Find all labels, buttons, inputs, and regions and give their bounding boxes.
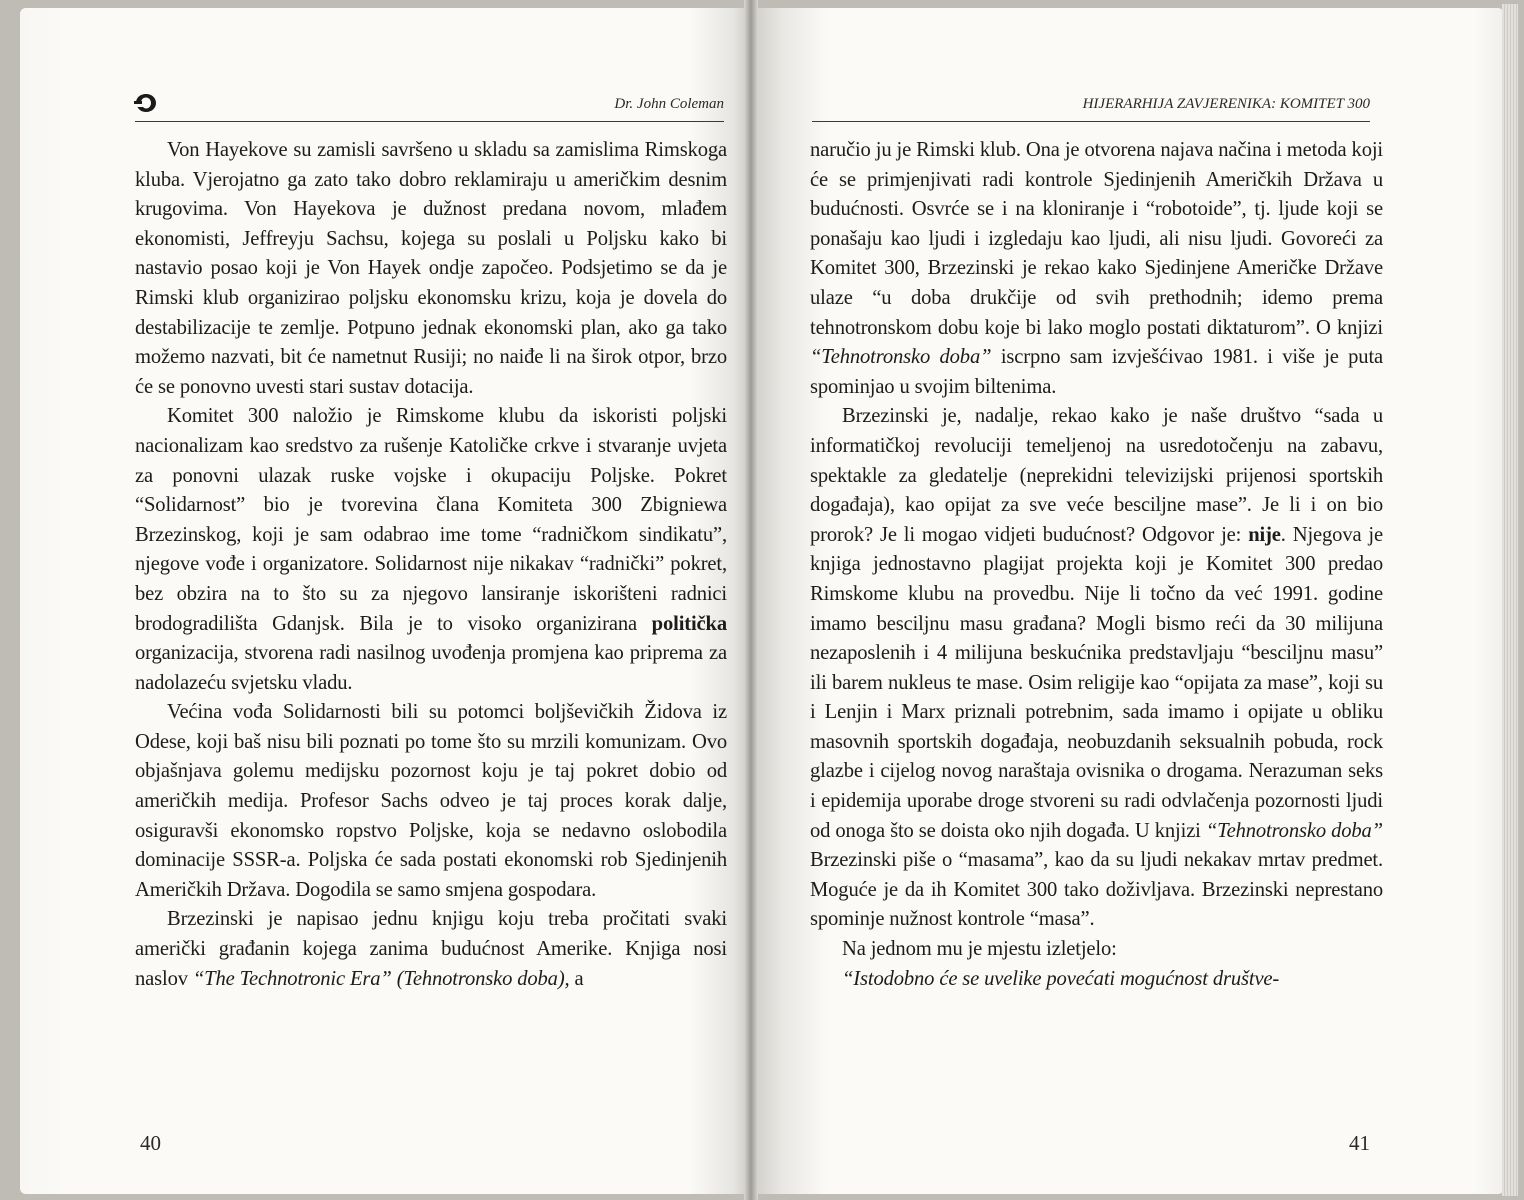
paragraph: Na jednom mu je mjestu izletjelo:	[842, 938, 1117, 961]
quote	[810, 965, 1383, 995]
paragraph-text: Brzezinski piše o “masama”, kao da su ljudi nekakav mrtav predmet. Moguće je da ih Komitet 300 tako doživljava. Brzezinski neprestano spominje nužnost kontrole “masa”.	[810, 849, 1383, 931]
page-edges	[1502, 4, 1518, 1196]
paragraph-text: Brzezinski je napisao jednu knjigu koju treba pročitati svaki američki građanin kojega zanima budućnost Amerike. Knjiga nosi naslov	[135, 908, 727, 990]
page-number: 41	[1349, 1131, 1370, 1155]
paragraph-text: a	[574, 967, 584, 990]
running-header: HIJERARHIJA ZAVJERENIKA: KOMITET 300	[1082, 96, 1370, 112]
bold-term: politička	[651, 612, 727, 635]
paragraph-text: Brzezinski je, nadalje, rekao kako je naše društvo “sada u informatičkoj revoluciji temeljenoj na usredotočenju na zabavu, spektakle za gledatelje (neprekidni televizijski prijenosi sportskih događaja), kao opijat za sve veće besciljne mase”. Je li i on bio prorok? Je li mogao vidjeti budućnost? Odgovor je:	[810, 405, 1383, 546]
page-shadow	[20, 8, 120, 1194]
book-gutter	[744, 0, 758, 1200]
paragraph-text: iscrpno sam izvješćivao 1981. i više je puta spominjao u svojim biltenima.	[810, 346, 1384, 398]
left-page	[20, 8, 748, 1194]
paragraph-text: Komitet 300 naložio je Rimskome klubu da iskoristi poljski nacionalizam kao sredstvo za rušenje Katoličke crkve i stvaranje uvjeta za ponovni ulazak ruske vojske i okupaciju Poljske. Pokret “Solidarnost” bio je tvorevina člana Komiteta 300 Zbigniewa Brzezinskog, koji je sam odabrao ime tome “radničkom sindikatu”, njegove vođe i organizatore. Solidarnost nije nikakav “radnički” pokret, bez obzira na to što su za njegovo lansiranje iskorišteni radnici brodogradilišta Gdanjsk. Bila je to visoko organizirana	[135, 405, 727, 635]
paragraph	[135, 402, 727, 698]
running-header: Dr. John Coleman	[614, 96, 724, 112]
paragraph: Većina vođa Solidarnosti bili su potomci boljševičkih Židova iz Odese, koji baš nisu bili poznati po tome što su mrzili komunizam. Ovo objašnjava golemu medijsku pozornost koju je taj pokret dobio od američkih medija. Profesor Sachs odveo je taj proces korak dalje, osiguravši ekonomsko ropstvo Poljske, koja se nedavno oslobodila dominacije SSSR-a. Poljska će sada postati ekonomski rob Sjedinjenih Američkih Država. Dogodila se samo smjena gospodara.	[135, 701, 727, 901]
header-rule	[135, 121, 724, 122]
paragraph	[810, 136, 1383, 402]
paragraph	[135, 905, 727, 994]
header-rule	[812, 121, 1370, 122]
paragraph	[810, 402, 1383, 935]
paragraph-text: naručio ju je Rimski klub. Ona je otvorena najava načina i metoda koji će se primjenjivati radi kontrole Sjedinjenih Američkih Država u budućnosti. Osvrće se i na kloniranje i “robotoide”, tj. ljude koji se ponašaju kao ljudi i izgledaju kao ljudi, ali nisu ljudi. Govoreći za Komitet 300, Brzezinski je rekao kako Sjedinjene Američke Države ulaze “u doba drukčije od svih prethodnih; idemo prema tehnotronskom dobu koje bi lako moglo postati diktaturom”. O knjizi	[810, 139, 1383, 339]
book-title: “Tehnotronsko doba”	[810, 346, 992, 369]
body-text	[810, 136, 1383, 994]
paragraph: Von Hayekove su zamisli savršeno u skladu sa zamislima Rimskoga kluba. Vjerojatno ga zato tako dobro reklamiraju u američkim desnim krugovima. Von Hayekova je dužnost predana novom, mlađem ekonomisti, Jeffreyju Sachsu, kojega su poslali u Poljsku kako bi nastavio posao koji je Von Hayek ondje započeo. Podsjetimo se da je Rimski klub organizirao poljsku ekonomsku krizu, koja je dovela do destabilizacije te zemlje. Potpuno jednak ekonomski plan, ako ga tako možemo nazvati, bit će nametnut Rusiji; no naiđe li na širok otpor, brzo će se ponovno uvesti stari sustav dotacija.	[135, 139, 727, 398]
body-text	[135, 136, 727, 994]
book-title: “Tehnotronsko doba”	[1205, 819, 1383, 842]
paragraph-text: . Njegova je knjiga jednostavno plagijat projekta koji je Komitet 300 predao Rimskome klubu na provedbu. Nije li točno da već 1991. godine imamo besciljnu masu građana? Mogli bismo reći da 30 milijuna nezaposlenih i 4 milijuna beskućnika predstavljaju “besciljnu masu” ili barem nukleus te mase. Osim religije kao “opijata za mase”, koji su i Lenjin i Marx priznali potrebnim, sada imamo i opijate u obliku masovnih sportskih događaja, neobuzdanih seksualnih pobuda, rock glazbe i cijelog novog naraštaja ovisnika o drogama. Nerazuman seks i epidemija uporabe droge stvoreni su radi odvlačenja pozornosti ljudi od onoga što se doista oko njih događa. U knjizi	[810, 523, 1383, 842]
quote-text: “Istodobno će se uvelike povećati mogućnost društve-	[842, 967, 1280, 990]
right-page	[752, 8, 1504, 1194]
bold-term: nije	[1248, 523, 1281, 546]
page-number: 40	[140, 1131, 161, 1155]
paragraph-text: organizacija, stvorena radi nasilnog uvođenja promjena kao priprema za nadolazeću svjetsku vladu.	[135, 642, 727, 694]
book-title: “The Technotronic Era” (Tehnotronsko doba),	[192, 967, 570, 990]
